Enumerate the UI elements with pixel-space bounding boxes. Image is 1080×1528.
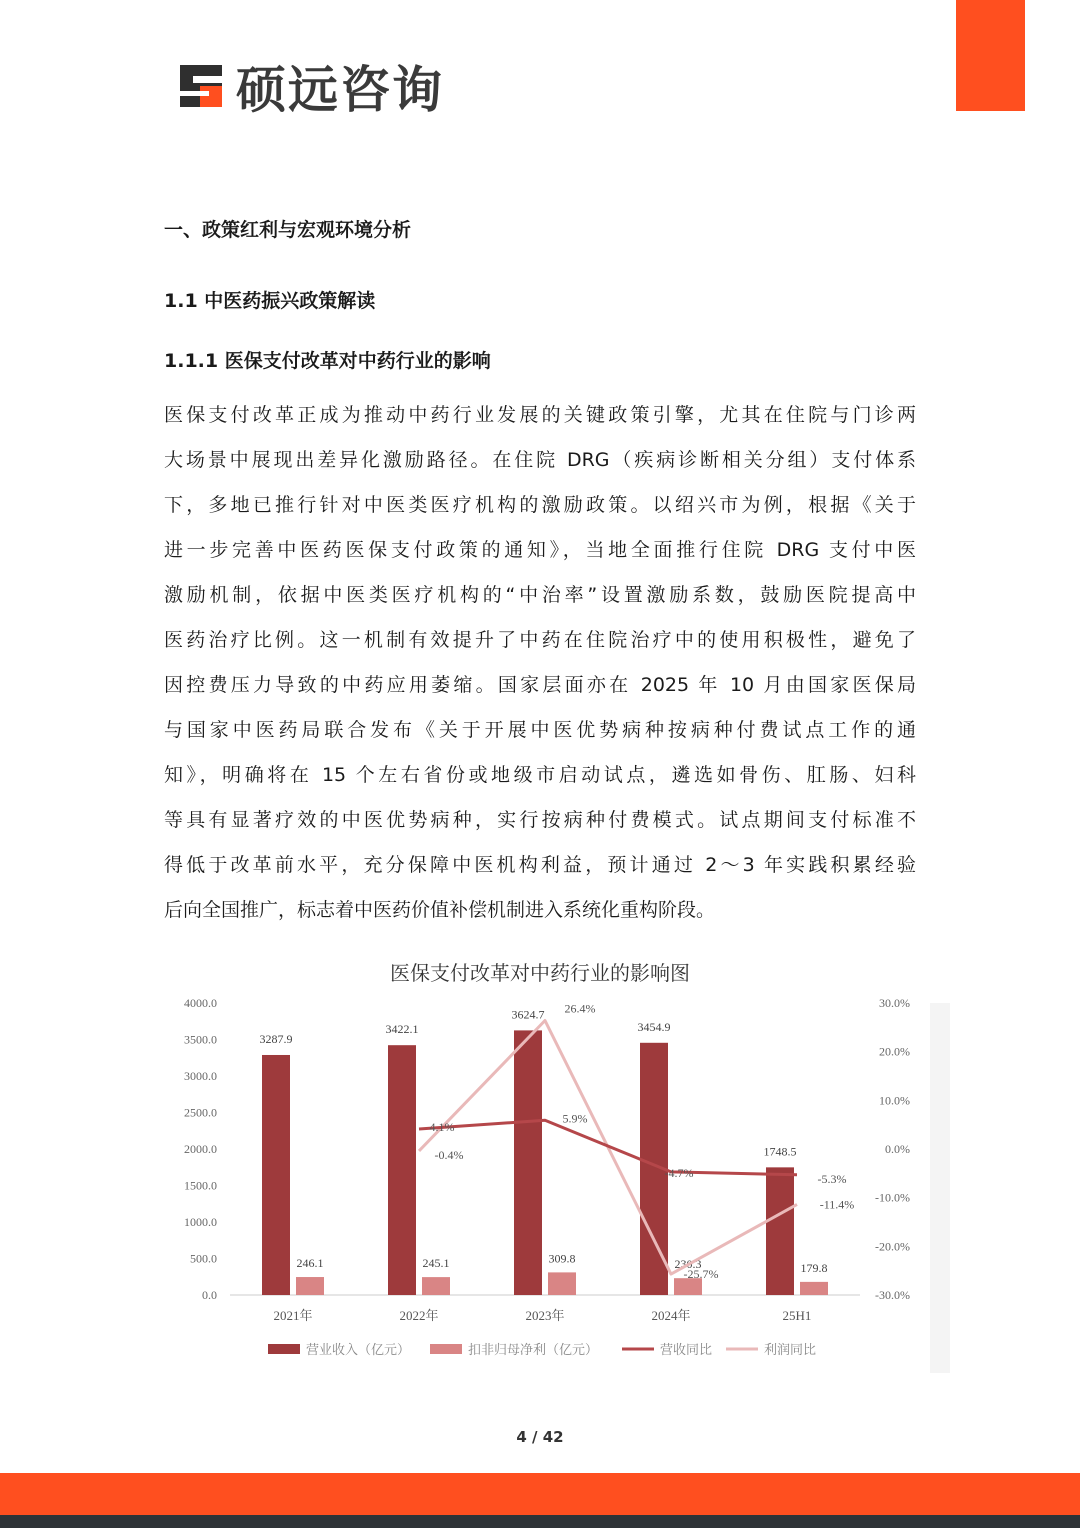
revenue-bar xyxy=(766,1167,794,1295)
paragraph-line: 激励机制，依据中医类医疗机构的“中治率”设置激励系数，鼓励医院提高中 xyxy=(164,584,916,606)
right-axis-tick-label: 10.0% xyxy=(879,1093,910,1108)
profit-growth-data-label: -11.4% xyxy=(819,1197,855,1212)
revenue-data-label: 3454.9 xyxy=(637,1019,671,1034)
profit-bar xyxy=(800,1282,828,1295)
left-axis-tick-label: 3000.0 xyxy=(184,1069,217,1083)
revenue-growth-data-label: 4.1% xyxy=(429,1120,455,1135)
profit-data-label: 246.1 xyxy=(296,1256,324,1271)
profit-bar xyxy=(296,1277,324,1295)
legend-swatch xyxy=(430,1344,462,1354)
revenue-bar xyxy=(262,1055,290,1295)
subsection-heading: 1.1 中医药振兴政策解读 xyxy=(164,290,376,312)
paragraph-line: 得低于改革前水平，充分保障中医机构利益，预计通过 2～3 年实践积累经验 xyxy=(164,854,916,876)
left-axis-tick-label: 500.0 xyxy=(190,1251,217,1266)
profit-bar xyxy=(548,1272,576,1295)
profit-data-label: 179.8 xyxy=(800,1260,828,1275)
revenue-growth-data-label: -5.3% xyxy=(817,1171,847,1186)
left-axis-tick-label: 2000.0 xyxy=(184,1142,217,1156)
right-axis-tick-label: -20.0% xyxy=(875,1239,910,1254)
revenue-data-label: 3287.9 xyxy=(259,1031,293,1046)
left-axis-tick-label: 0.0 xyxy=(202,1288,217,1302)
revenue-growth-data-label: -4.7% xyxy=(664,1165,694,1180)
left-axis-tick-label: 1000.0 xyxy=(184,1215,217,1229)
footer-accent-bar xyxy=(0,1473,1080,1515)
revenue-bar xyxy=(388,1045,416,1295)
subsubsection-heading: 1.1.1 医保支付改革对中药行业的影响 xyxy=(164,350,491,372)
profit-growth-data-label: 26.4% xyxy=(564,1001,596,1016)
left-axis-tick-label: 1500.0 xyxy=(184,1178,217,1193)
logo-mark-icon xyxy=(176,61,226,111)
chart-title: 医保支付改革对中药行业的影响图 xyxy=(390,961,690,985)
profit-growth-data-label: -25.7% xyxy=(683,1267,719,1282)
profit-data-label: 309.8 xyxy=(548,1251,576,1266)
legend-label: 营收同比 xyxy=(660,1342,713,1357)
section-heading: 一、政策红利与宏观环境分析 xyxy=(164,219,412,241)
corner-accent-block xyxy=(956,0,1025,111)
brand-logo xyxy=(176,58,444,119)
right-axis-tick-label: -30.0% xyxy=(875,1288,910,1302)
legend-label: 营业收入（亿元） xyxy=(306,1342,411,1357)
chart-svg xyxy=(160,988,950,1373)
right-axis-tick-label: 0.0% xyxy=(885,1142,910,1156)
right-axis-tick-label: 30.0% xyxy=(879,996,910,1010)
x-tick-label: 2021年 xyxy=(273,1308,313,1323)
body-paragraph xyxy=(164,393,916,933)
paragraph-line: 等具有显著疗效的中医优势病种，实行按病种付费模式。试点期间支付标准不 xyxy=(164,809,916,831)
left-axis-tick-label: 4000.0 xyxy=(184,996,217,1010)
left-axis-tick-label: 3500.0 xyxy=(184,1032,217,1047)
legend-swatch xyxy=(268,1344,300,1354)
right-axis-tick-label: 20.0% xyxy=(879,1044,910,1059)
profit-data-label: 245.1 xyxy=(422,1256,450,1271)
paragraph-line: 因控费压力导致的中药应用萎缩。国家层面亦在 2025 年 10 月由国家医保局 xyxy=(164,674,916,696)
paragraph-line: 医保支付改革正成为推动中药行业发展的关键政策引擎，尤其在住院与门诊两 xyxy=(164,404,916,426)
revenue-growth-data-label: 5.9% xyxy=(562,1111,588,1126)
footer-dark-bar xyxy=(0,1515,1080,1528)
paragraph-line: 下，多地已推行针对中医类医疗机构的激励政策。以绍兴市为例，根据《关于 xyxy=(164,494,916,516)
legend-label: 利润同比 xyxy=(764,1342,817,1357)
profit-bar xyxy=(422,1277,450,1295)
x-tick-label: 25H1 xyxy=(782,1308,812,1323)
paragraph-line: 大场景中展现出差异化激励路径。在住院 DRG（疾病诊断相关分组）支付体系 xyxy=(164,449,916,471)
paragraph-line: 后向全国推广，标志着中医药价值补偿机制进入系统化重构阶段。 xyxy=(164,899,716,921)
left-axis-tick-label: 2500.0 xyxy=(184,1105,217,1120)
chart xyxy=(160,988,950,1373)
revenue-data-label: 1748.5 xyxy=(763,1144,797,1159)
chart-edge-shade xyxy=(930,1003,950,1373)
legend-label: 扣非归母净利（亿元） xyxy=(468,1342,599,1357)
brand-name: 硕远咨询 xyxy=(236,61,444,119)
x-tick-label: 2023年 xyxy=(525,1308,565,1323)
revenue-data-label: 3422.1 xyxy=(385,1022,419,1037)
profit-data-label: 230.3 xyxy=(674,1257,702,1272)
revenue-bar xyxy=(514,1030,542,1295)
paragraph-line: 与国家中医药局联合发布《关于开展中医优势病种按病种付费试点工作的通 xyxy=(164,719,916,741)
right-axis-tick-label: -10.0% xyxy=(875,1190,910,1205)
revenue-data-label: 3624.7 xyxy=(511,1007,545,1022)
paragraph-line: 知》，明确将在 15 个左右省份或地级市启动试点，遴选如骨伤、肛肠、妇科 xyxy=(164,764,916,786)
page-number: 4 / 42 xyxy=(516,1428,564,1446)
paragraph-line: 医药治疗比例。这一机制有效提升了中药在住院治疗中的使用积极性，避免了 xyxy=(164,629,916,651)
x-tick-label: 2024年 xyxy=(651,1308,691,1323)
profit-growth-data-label: -0.4% xyxy=(434,1147,464,1162)
x-tick-label: 2022年 xyxy=(399,1308,439,1323)
paragraph-line: 进一步完善中医药医保支付政策的通知》，当地全面推行住院 DRG 支付中医 xyxy=(164,539,916,561)
